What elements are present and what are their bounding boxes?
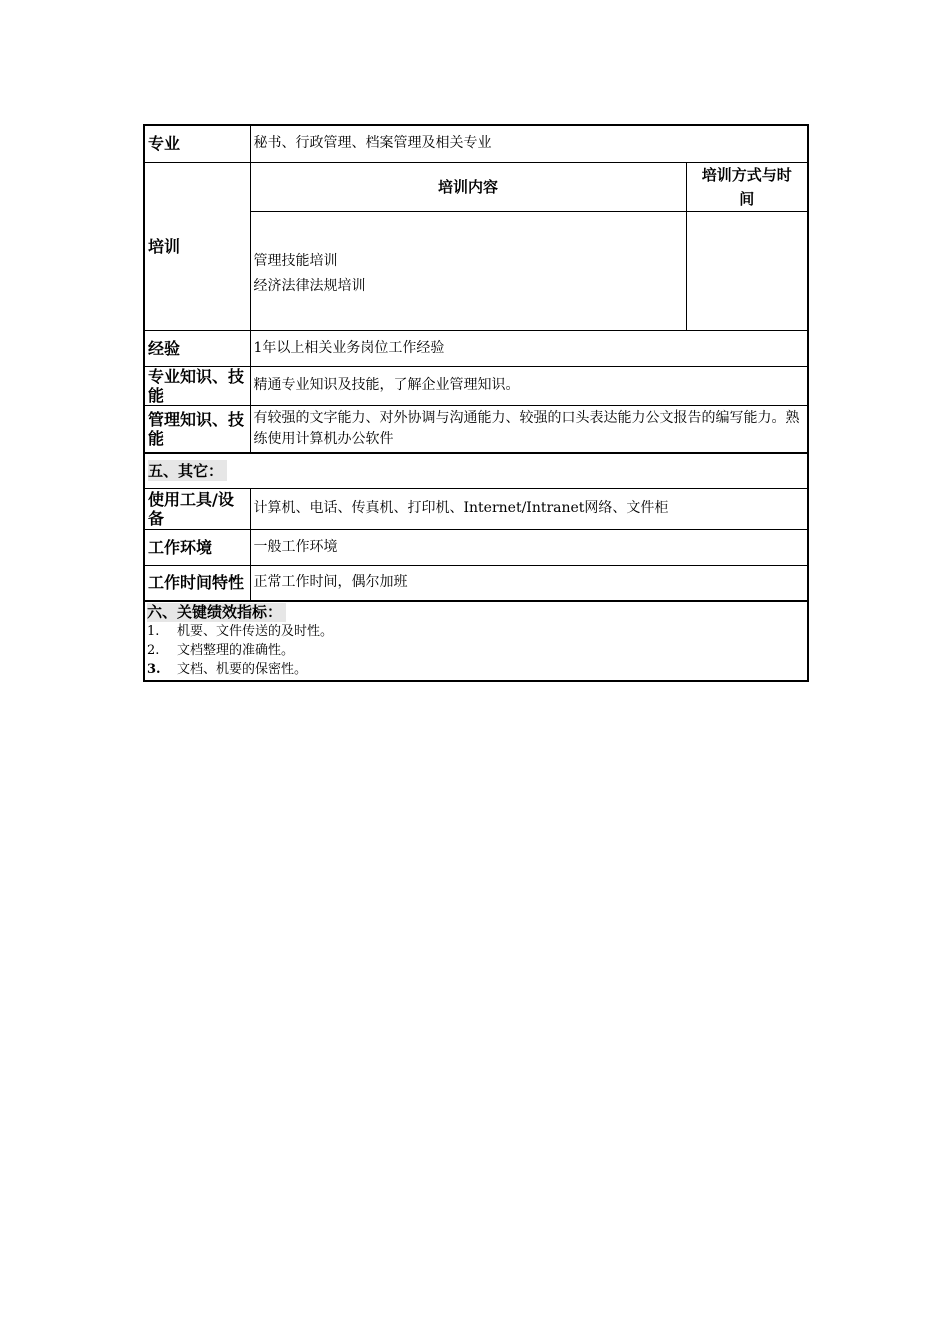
- major-label: 专业: [144, 125, 250, 162]
- work-time-label: 工作时间特性: [144, 565, 250, 601]
- requirements-table: [143, 124, 809, 682]
- kpi-text: 机要、文件传送的及时性。: [177, 624, 334, 639]
- training-item: 管理技能培训: [253, 252, 338, 269]
- kpi-item: [147, 660, 804, 679]
- training-item: 经济法律法规培训: [253, 277, 366, 294]
- section5-title-row: [144, 453, 808, 488]
- work-time-row: [144, 565, 808, 601]
- training-method-cell: [686, 211, 808, 330]
- experience-label: 经验: [144, 330, 250, 366]
- section6-title: 六、关键绩效指标：: [147, 603, 286, 622]
- kpi-number: 2.: [147, 643, 160, 658]
- kpi-list: [147, 622, 804, 679]
- major-value: 秘书、行政管理、档案管理及相关专业: [250, 125, 808, 162]
- pro-skill-row: [144, 366, 808, 405]
- major-row: [144, 125, 808, 162]
- training-items-cell: [250, 211, 686, 330]
- training-content-header: 培训内容: [250, 162, 686, 211]
- work-time-value: 正常工作时间，偶尔加班: [250, 565, 808, 601]
- environment-value: 一般工作环境: [250, 529, 808, 565]
- kpi-item: [147, 641, 804, 660]
- mgmt-skill-label: 管理知识、技能: [144, 405, 250, 453]
- environment-label: 工作环境: [144, 529, 250, 565]
- tools-value: 计算机、电话、传真机、打印机、Internet/Intranet网络、文件柜: [250, 488, 808, 529]
- section5-title: 五、其它：: [148, 460, 227, 481]
- pro-skill-label: 专业知识、技能: [144, 366, 250, 405]
- training-label: 培训: [144, 162, 250, 330]
- kpi-number: 3.: [147, 662, 161, 677]
- kpi-number: 1.: [147, 624, 160, 639]
- kpi-text: 文档整理的准确性。: [177, 643, 295, 658]
- environment-row: [144, 529, 808, 565]
- job-description-document: [143, 124, 807, 682]
- mgmt-skill-row: [144, 405, 808, 453]
- tools-row: [144, 488, 808, 529]
- training-header-row: [144, 162, 808, 211]
- experience-value: 1年以上相关业务岗位工作经验: [250, 330, 808, 366]
- kpi-row: [144, 601, 808, 681]
- kpi-item: [147, 622, 804, 641]
- tools-label: 使用工具/设备: [144, 488, 250, 529]
- training-method-header: 培训方式与时间: [686, 162, 808, 211]
- kpi-text: 文档、机要的保密性。: [177, 662, 308, 677]
- mgmt-skill-value: 有较强的文字能力、对外协调与沟通能力、较强的口头表达能力公文报告的编写能力。熟练使用计算机办公软件: [250, 405, 808, 453]
- experience-row: [144, 330, 808, 366]
- pro-skill-value: 精通专业知识及技能，了解企业管理知识。: [250, 366, 808, 405]
